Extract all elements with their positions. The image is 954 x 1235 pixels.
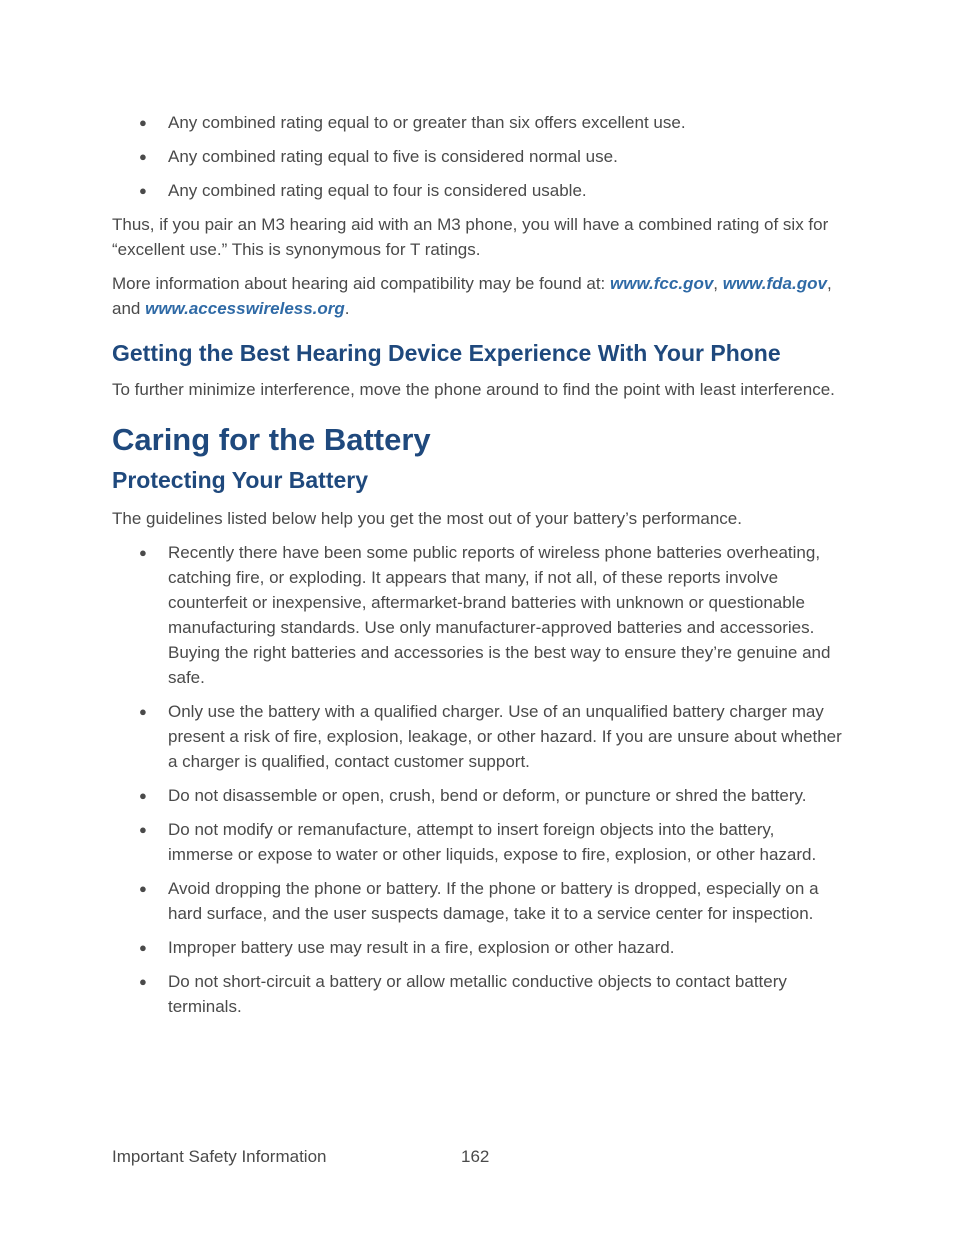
info-sep: , and xyxy=(112,274,832,318)
protect-battery-heading: Protecting Your Battery xyxy=(112,467,369,493)
accesswireless-link[interactable]: www.accesswireless.org xyxy=(145,299,345,318)
info-paragraph xyxy=(112,271,842,321)
document-body xyxy=(112,110,842,1028)
list-item: ● Do not disassemble or open, crush, bend or deform, or puncture or shred the battery. xyxy=(112,783,842,808)
battery-care-heading: Caring for the Battery xyxy=(112,422,431,457)
guidelines-paragraph: The guidelines listed below help you get the most out of your battery’s performance. xyxy=(112,509,742,528)
battery-bullet-list xyxy=(112,540,842,1019)
rating-paragraph: Thus, if you pair an M3 hearing aid with an M3 phone, you will have a combined rating of six for “excellent use.” This is synonymous for T ratings. xyxy=(112,215,829,259)
list-item: ● Any combined rating equal to four is considered usable. xyxy=(112,178,842,203)
list-item: ● Recently there have been some public reports of wireless phone batteries overheating, catching fire, or exploding. It appears that many, if not all, of these reports involve counterfeit or inexpensive, aftermarket-brand batteries with unknown or questionable manufacturing standards. Use only manufacturer-approved batteries and accessories. Buying the right batteries and accessories is the best way to ensure they’re genuine and safe. xyxy=(112,540,842,690)
fcc-link[interactable]: www.fcc.gov xyxy=(610,274,714,293)
page-footer xyxy=(112,1144,490,1169)
fda-link[interactable]: www.fda.gov xyxy=(722,274,827,293)
info-sep: , xyxy=(713,274,723,293)
interference-paragraph: To further minimize interference, move the phone around to find the point with least interference. xyxy=(112,380,835,399)
list-item: ● Do not modify or remanufacture, attempt to insert foreign objects into the battery, immerse or expose to water or other liquids, expose to fire, explosion, or other hazard. xyxy=(112,817,842,867)
list-item: ● Only use the battery with a qualified charger. Use of an unqualified battery charger may present a risk of fire, explosion, leakage, or other hazard. If you are unsure about whether a charger is qualified, contact customer support. xyxy=(112,699,842,774)
list-item: ● Improper battery use may result in a fire, explosion or other hazard. xyxy=(112,935,842,960)
list-item: ● Any combined rating equal to or greater than six offers excellent use. xyxy=(112,110,842,135)
footer-section-title: Important Safety Information xyxy=(112,1147,327,1166)
hearing-device-heading: Getting the Best Hearing Device Experience With Your Phone xyxy=(112,340,781,366)
rating-bullet-list xyxy=(112,110,842,203)
list-item: ● Avoid dropping the phone or battery. If the phone or battery is dropped, especially on a hard surface, and the user suspects damage, take it to a service center for inspection. xyxy=(112,876,842,926)
info-end: . xyxy=(344,299,350,318)
list-item: ● Any combined rating equal to five is considered normal use. xyxy=(112,144,842,169)
page-number: 162 xyxy=(461,1147,490,1166)
info-lead: More information about hearing aid compatibility may be found at: xyxy=(112,274,610,293)
list-item: ● Do not short-circuit a battery or allow metallic conductive objects to contact battery terminals. xyxy=(112,969,842,1019)
